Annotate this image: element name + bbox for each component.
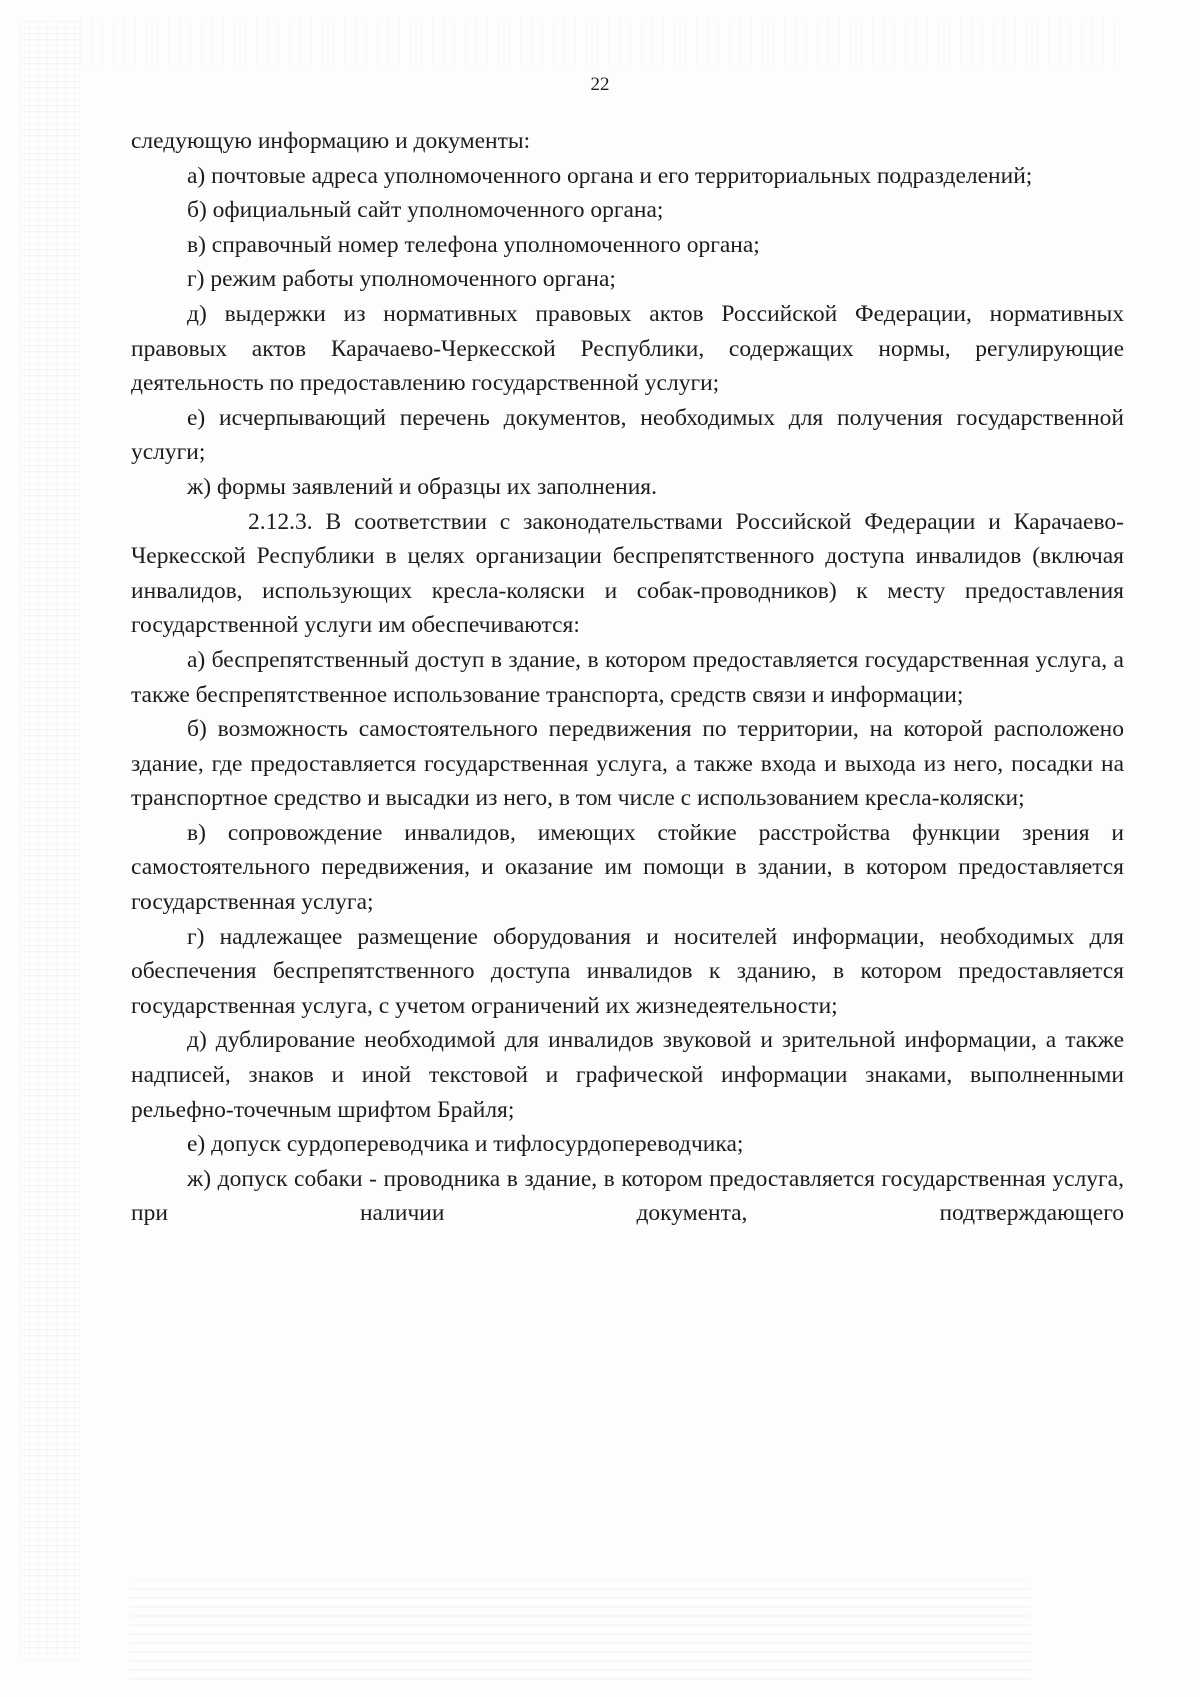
list-item-v-phone-number: в) справочный номер телефона уполномоченного органа;: [187, 231, 760, 258]
scan-noise-left: [20, 20, 80, 1660]
list-item-zh-application-forms: ж) формы заявлений и образцы их заполнения.: [187, 473, 657, 500]
page-number: 22: [590, 74, 610, 95]
list-item-b-official-site: б) официальный сайт уполномоченного органа;: [187, 197, 664, 224]
document-body: [131, 124, 1124, 1231]
scan-noise-bottom: [130, 1580, 1030, 1680]
access-item-v: в) сопровождение инвалидов, имеющих стойкие расстройства функции зрения и самостоятельного передвижения, и оказание им помощи в здании, в котором предоставляется государственная услуга;: [131, 819, 1124, 916]
access-item-a: а) беспрепятственный доступ в здание, в котором предоставляется государственная услуга, а также беспрепятственное использование транспорта, средств связи и информации;: [131, 646, 1124, 708]
access-item-e: е) допуск сурдопереводчика и тифлосурдопереводчика;: [187, 1131, 744, 1158]
paragraph-continuation: следующую информацию и документы:: [131, 128, 531, 154]
list-item-a-postal-addresses: а) почтовые адреса уполномоченного органа и его территориальных подразделений;: [187, 162, 1033, 189]
list-item-g-working-hours: г) режим работы уполномоченного органа;: [187, 266, 616, 293]
scan-noise-top: [80, 18, 1120, 68]
list-item-e-documents-list: е) исчерпывающий перечень документов, необходимых для получения государственной услуги;: [131, 404, 1124, 466]
access-item-zh: ж) допуск собаки - проводника в здание, в котором предоставляется государственная услуга, при наличии документа, подтверждающего: [131, 1165, 1124, 1227]
access-item-b: б) возможность самостоятельного передвижения по территории, на которой расположено здание, где предоставляется государственная услуга, а также входа и выхода из него, посадки на транспортное средство и высадки из него, в том числе с использованием кресла-коляски;: [131, 716, 1124, 812]
access-item-d: д) дублирование необходимой для инвалидов звуковой и зрительной информации, а также надписей, знаков и иной текстовой и графической информации знаками, выполненными рельефно-точечным шрифтом Брайля;: [131, 1027, 1124, 1123]
access-item-g: г) надлежащее размещение оборудования и носителей информации, необходимых для обеспечения беспрепятственного доступа инвалидов к зданию, в котором предоставляется государственная услуга, с учетом ограничений их жизнедеятельности;: [131, 923, 1124, 1019]
section-2-12-3: 2.12.3. В соответствии с законодательствами Российской Федерации и Карачаево-Черкесской Республики в целях организации беспрепятственного доступа инвалидов (включая инвалидов, использующих кресла-коляски и собак-проводников) к месту предоставления государственной услуги им обеспечиваются:: [131, 508, 1124, 639]
list-item-d-legal-excerpts: д) выдержки из нормативных правовых актов Российской Федерации, нормативных правовых актов Карачаево-Черкесской Республики, содержащих нормы, регулирующие деятельность по предоставлению государственной услуги;: [131, 300, 1124, 397]
